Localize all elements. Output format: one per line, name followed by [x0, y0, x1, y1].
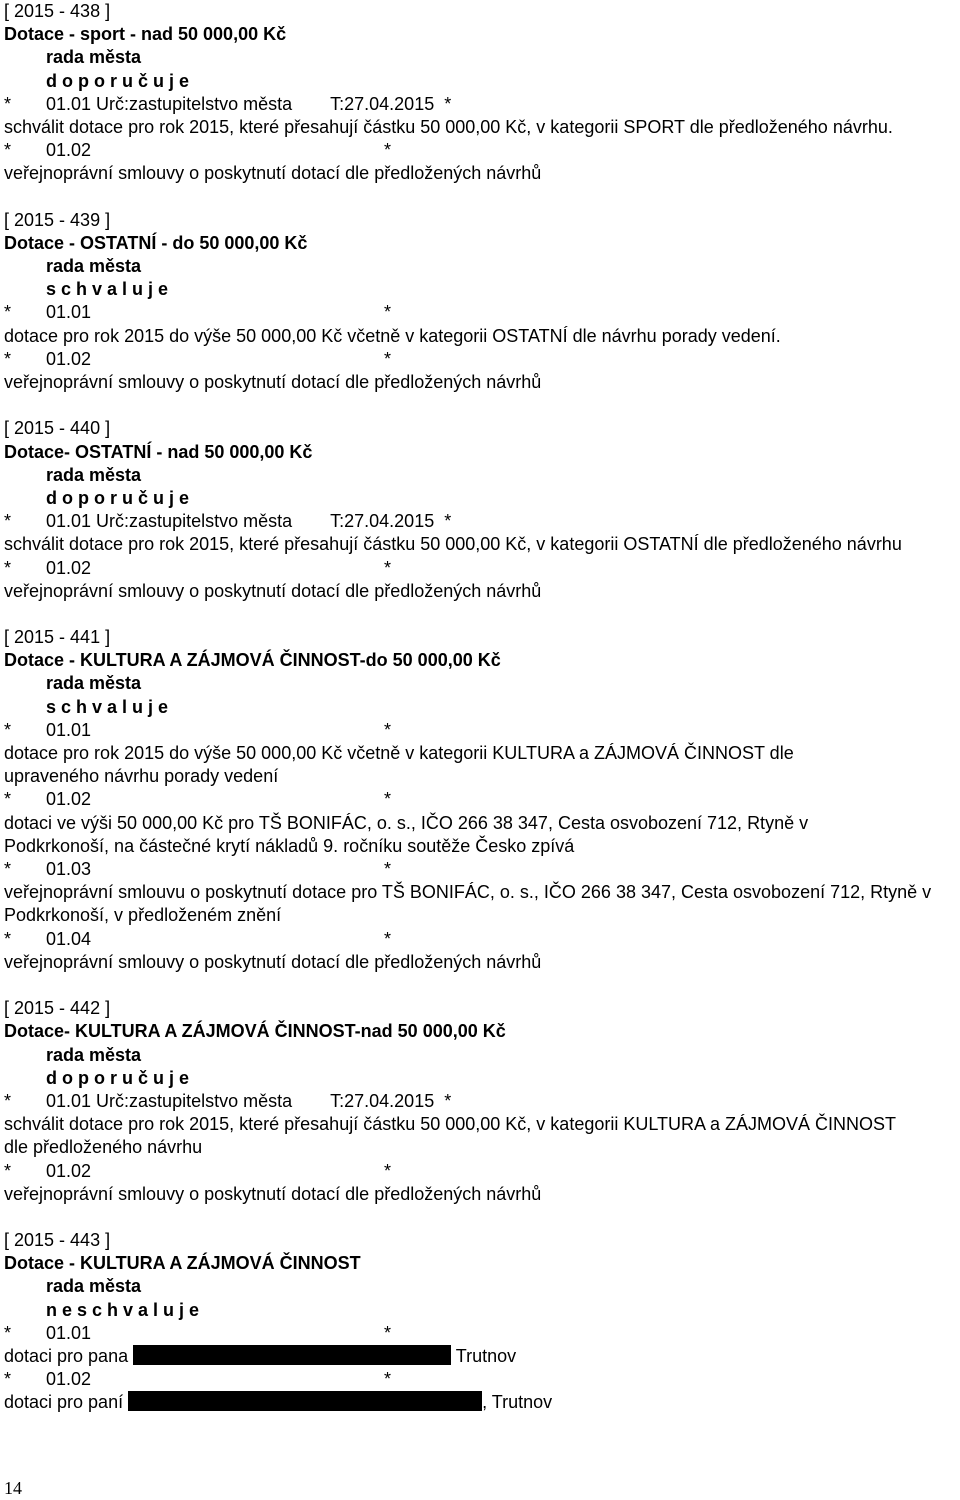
- council-label: rada města: [46, 464, 142, 485]
- section-title: Dotace - KULTURA A ZÁJMOVÁ ČINNOST: [4, 1253, 361, 1274]
- resolution-section: [4, 1229, 960, 1415]
- resolution-number-row: * 01.02 *: [4, 348, 392, 369]
- resolution-text: dotaci ve výši 50 000,00 Kč pro TŠ BONIFÁC, o. s., IČO 266 38 347, Cesta osvobození 712, Rtyně v Podkrkonoší, na částečné krytí nákladů 9. ročníku soutěže Česko zpívá: [4, 812, 809, 856]
- section-title: Dotace- KULTURA A ZÁJMOVÁ ČINNOST-nad 50 000,00 Kč: [4, 1021, 506, 1042]
- decision-verb: s c h v a l u j e: [46, 279, 169, 300]
- section-id: [ 2015 - 442 ]: [4, 998, 111, 1019]
- resolution-number-row: * 01.03 *: [4, 859, 392, 880]
- resolution-number-row: * 01.01 Urč:zastupitelstvo města T:27.04.2015 *: [4, 93, 452, 114]
- resolution-section: [4, 997, 960, 1229]
- council-label: rada města: [46, 47, 142, 68]
- resolution-text: dotace pro rok 2015 do výše 50 000,00 Kč včetně v kategorii OSTATNÍ dle návrhu porady vedení.: [4, 325, 781, 346]
- resolution-text: dotaci pro paní , Trutnov: [4, 1392, 553, 1413]
- decision-verb: d o p o r u č u j e: [46, 70, 190, 91]
- resolution-section: [4, 417, 960, 626]
- resolution-number-row: * 01.02 *: [4, 1160, 392, 1181]
- resolution-text: dotaci pro pana Trutnov: [4, 1346, 517, 1367]
- resolution-number-row: * 01.01 *: [4, 719, 392, 740]
- section-id: [ 2015 - 441 ]: [4, 627, 111, 648]
- resolution-number-row: * 01.01 *: [4, 302, 392, 323]
- resolution-section: [4, 209, 960, 418]
- resolution-text: schválit dotace pro rok 2015, které přesahují částku 50 000,00 Kč, v kategorii KULTURA a ZÁJMOVÁ ČINNOST dle předloženého návrhu: [4, 1114, 896, 1158]
- resolution-text: veřejnoprávní smlouvy o poskytnutí dotací dle předložených návrhů: [4, 951, 542, 972]
- resolution-text: schválit dotace pro rok 2015, které přesahují částku 50 000,00 Kč, v kategorii SPORT dle předloženého návrhu.: [4, 116, 893, 137]
- section-id: [ 2015 - 440 ]: [4, 418, 111, 439]
- section-title: Dotace - sport - nad 50 000,00 Kč: [4, 24, 287, 45]
- resolution-section: [4, 626, 960, 997]
- section-title: Dotace- OSTATNÍ - nad 50 000,00 Kč: [4, 441, 313, 462]
- resolution-section: [4, 0, 960, 209]
- document-page: [4, 0, 960, 1415]
- page-number: 14: [4, 1478, 22, 1498]
- decision-verb: n e s c h v a l u j e: [46, 1299, 200, 1320]
- council-label: rada města: [46, 673, 142, 694]
- council-label: rada města: [46, 1276, 142, 1297]
- decision-verb: d o p o r u č u j e: [46, 1067, 190, 1088]
- resolution-number-row: * 01.02 *: [4, 557, 392, 578]
- resolution-number-row: * 01.01 Urč:zastupitelstvo města T:27.04.2015 *: [4, 1090, 452, 1111]
- resolution-number-row: * 01.04 *: [4, 928, 392, 949]
- section-id: [ 2015 - 439 ]: [4, 209, 111, 230]
- resolution-text: veřejnoprávní smlouvy o poskytnutí dotací dle předložených návrhů: [4, 372, 542, 393]
- resolution-text: veřejnoprávní smlouvy o poskytnutí dotací dle předložených návrhů: [4, 580, 542, 601]
- redacted-name: [128, 1391, 482, 1411]
- resolution-number-row: * 01.01 Urč:zastupitelstvo města T:27.04.2015 *: [4, 511, 452, 532]
- resolution-text: veřejnoprávní smlouvy o poskytnutí dotací dle předložených návrhů: [4, 163, 542, 184]
- resolution-number-row: * 01.01 *: [4, 1322, 392, 1343]
- resolution-text: veřejnoprávní smlouvu o poskytnutí dotace pro TŠ BONIFÁC, o. s., IČO 266 38 347, Cesta osvobození 712, Rtyně v Podkrkonoší, v předloženém znění: [4, 882, 932, 926]
- section-id: [ 2015 - 443 ]: [4, 1230, 111, 1251]
- resolution-number-row: * 01.02 *: [4, 789, 392, 810]
- section-title: Dotace - OSTATNÍ - do 50 000,00 Kč: [4, 232, 308, 253]
- resolution-text: dotace pro rok 2015 do výše 50 000,00 Kč včetně v kategorii KULTURA a ZÁJMOVÁ ČINNOST dle upraveného návrhu porady vedení: [4, 743, 794, 787]
- redacted-name: [133, 1345, 451, 1365]
- resolution-number-row: * 01.02 *: [4, 1369, 392, 1390]
- resolution-number-row: * 01.02 *: [4, 140, 392, 161]
- resolution-text: veřejnoprávní smlouvy o poskytnutí dotací dle předložených návrhů: [4, 1183, 542, 1204]
- council-label: rada města: [46, 1044, 142, 1065]
- section-id: [ 2015 - 438 ]: [4, 1, 111, 21]
- section-title: Dotace - KULTURA A ZÁJMOVÁ ČINNOST-do 50 000,00 Kč: [4, 650, 501, 671]
- decision-verb: d o p o r u č u j e: [46, 487, 190, 508]
- council-label: rada města: [46, 256, 142, 277]
- resolution-text: schválit dotace pro rok 2015, které přesahují částku 50 000,00 Kč, v kategorii OSTATNÍ dle předloženého návrhu: [4, 534, 902, 555]
- decision-verb: s c h v a l u j e: [46, 696, 169, 717]
